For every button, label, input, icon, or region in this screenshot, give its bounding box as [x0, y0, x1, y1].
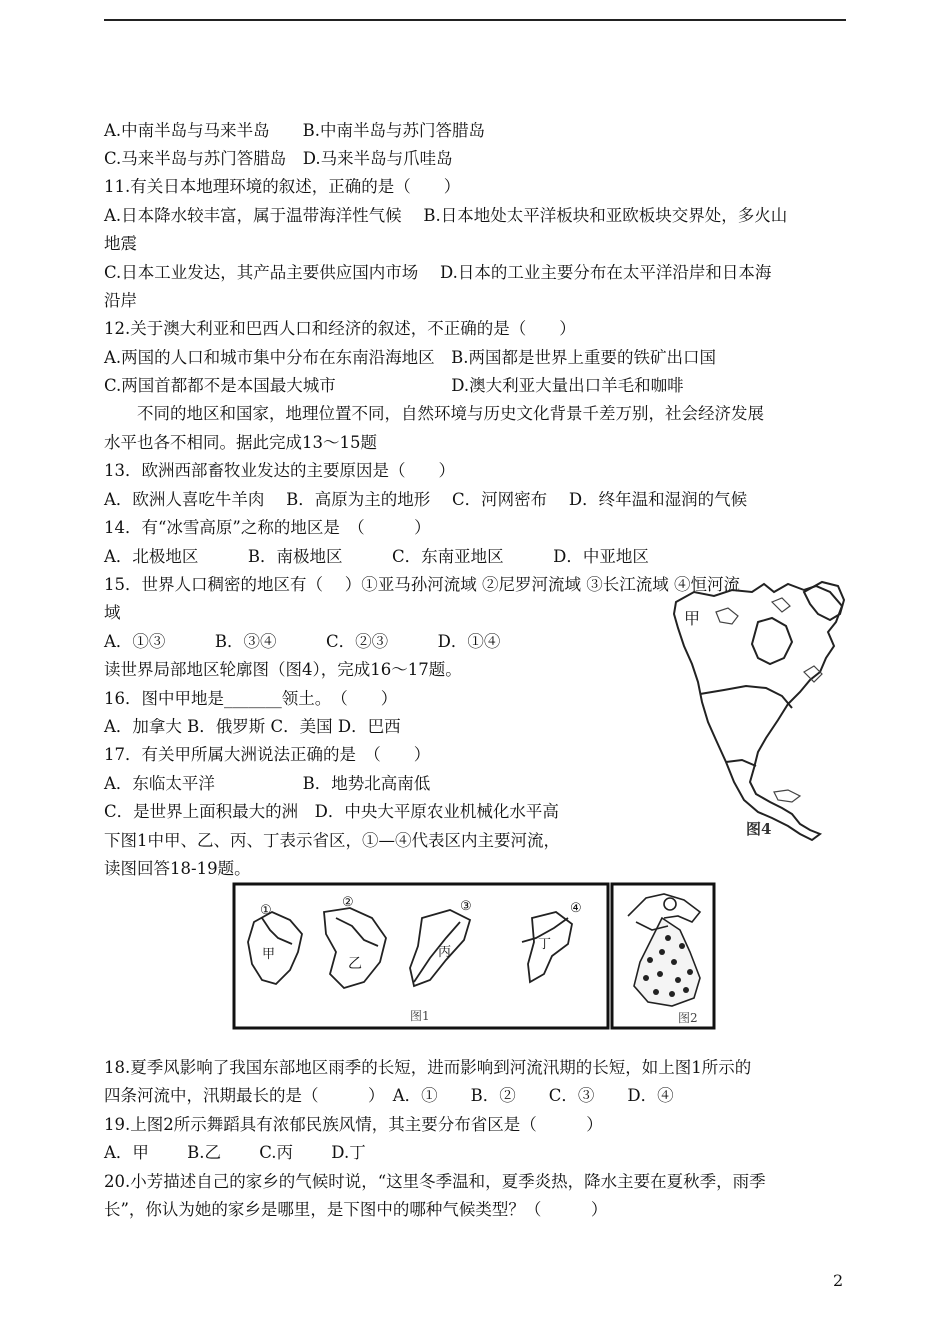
question-17: 17．有关甲所属大洲说法正确的是 （ ）: [104, 745, 431, 764]
text-line: C．是世界上面积最大的洲 D．中央大平原农业机械化水平高: [104, 802, 559, 821]
province-label-ding: 丁: [538, 937, 552, 952]
text-line: A．东临太平洋 B．地势北高南低: [104, 774, 431, 793]
river-1: [262, 918, 292, 944]
figures-1-2: [232, 882, 718, 1032]
figure-4-caption: 图4: [746, 820, 772, 838]
river-label-2: ②: [342, 895, 354, 910]
question-14: 14．有“冰雪高原”之称的地区是 （ ）: [104, 518, 431, 537]
question-12: 12.关于澳大利亚和巴西人口和经济的叙述，不正确的是（ ）: [104, 319, 576, 338]
question-18: 18.夏季风影响了我国东部地区雨季的长短，进而影响到河流汛期的长短，如上图1所示的: [104, 1058, 752, 1077]
text-line: 沿岸: [104, 291, 137, 310]
figure-1-caption: 图1: [410, 1009, 430, 1023]
text-line: 下图1中甲、乙、丙、丁表示省区，①—④代表区内主要河流，: [104, 831, 560, 850]
province-label-yi: 乙: [348, 956, 362, 972]
text-line: A．①③ B．③④ C．②③ D．①④: [104, 632, 501, 651]
text-line: C.马来半岛与苏门答腊岛 D.马来半岛与爪哇岛: [104, 149, 453, 168]
hudson-bay: [752, 618, 792, 664]
text-line: C.日本工业发达，其产品主要供应国内市场 D.日本的工业主要分布在太平洋沿岸和日本海: [104, 263, 772, 282]
text-line: 长”，你认为她的家乡是哪里，是下图中的哪种气候类型？（ ）: [104, 1200, 608, 1219]
question-11: 11.有关日本地理环境的叙述，正确的是（ ）: [104, 177, 461, 196]
river-label-1: ①: [260, 903, 272, 918]
province-label-jia: 甲: [262, 947, 276, 962]
page-number: 2: [833, 1271, 844, 1290]
figure-4-map: [654, 562, 850, 844]
province-label-bing: 丙: [438, 945, 452, 960]
province-yi-outline: [324, 908, 386, 988]
text-line: A．加拿大 B．俄罗斯 C．美国 D．巴西: [104, 717, 401, 736]
question-16: 16．图中甲地是_______领土。 （ ）: [104, 689, 398, 708]
text-line: A.日本降水较丰富，属于温带海洋性气候 B.日本地处太平洋板块和亚欧板块交界处，多火山: [104, 206, 788, 225]
question-19: 19.上图2所示舞蹈具有浓郁民族风情，其主要分布省区是（ ）: [104, 1115, 603, 1134]
question-20: 20.小芳描述自己的家乡的气候时说，“这里冬季温和，夏季炎热，降水主要在夏秋季，雨季: [104, 1172, 766, 1191]
river-2: [336, 918, 378, 946]
text-line: A.中南半岛与马来半岛 B.中南半岛与苏门答腊岛: [104, 121, 486, 140]
text-line: A．欧洲人喜吃牛羊肉 B．高原为主的地形 C．河网密布 D．终年温和湿润的气候: [104, 490, 748, 509]
canada-us-border: [700, 686, 792, 708]
text-line: 读世界局部地区轮廓图（图4），完成16～17题。: [104, 660, 462, 679]
text-line: A．甲 B.乙 C.丙 D.丁: [104, 1143, 366, 1162]
us-mexico-border: [726, 760, 756, 766]
text-line: A.两国的人口和城市集中分布在东南沿海地区 B.两国都是世界上重要的铁矿出口国: [104, 348, 717, 367]
text-line: 四条河流中，汛期最长的是（ ） A．① B．② C．③ D．④: [104, 1086, 674, 1105]
river-label-3: ③: [460, 899, 472, 914]
passage-text: 水平也各不相同。据此完成13～15题: [104, 433, 377, 452]
question-13: 13．欧洲西部畜牧业发达的主要原因是（ ）: [104, 461, 455, 480]
figure-2-caption: 图2: [678, 1011, 698, 1025]
question-15: 15．世界人口稠密的地区有（ ）①亚马孙河流域 ②尼罗河流域 ③长江流域 ④恒河流: [104, 575, 740, 594]
header-rule: [104, 19, 846, 21]
text-line: 读图回答18-19题。: [104, 859, 251, 878]
text-line: 域: [104, 603, 121, 622]
text-line: C.两国首都都不是本国最大城市 D.澳大利亚大量出口羊毛和咖啡: [104, 376, 684, 395]
text-line: 地震: [104, 234, 137, 253]
river-label-4: ④: [570, 901, 582, 916]
text-line: A．北极地区 B．南极地区 C．东南亚地区 D．中亚地区: [104, 547, 649, 566]
passage-text: 不同的地区和国家，地理位置不同，自然环境与历史文化背景千差万别，社会经济发展: [104, 404, 764, 423]
region-label-jia: 甲: [684, 609, 701, 628]
